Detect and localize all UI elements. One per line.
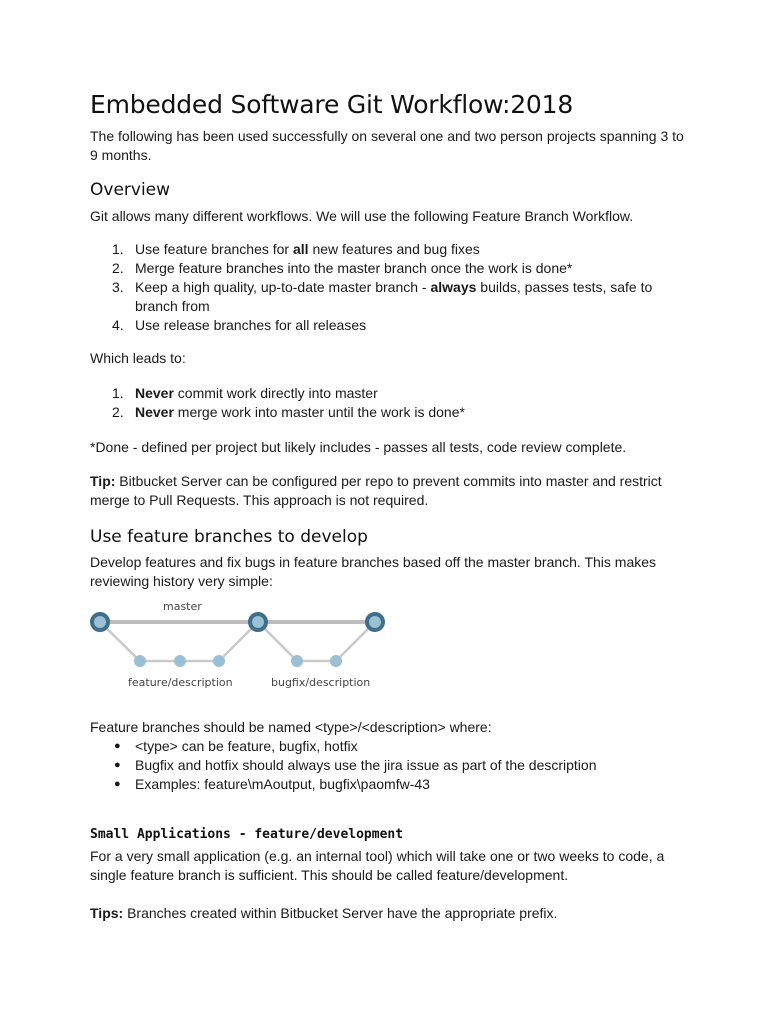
master-commit-node: [250, 614, 266, 630]
master-commit-node: [92, 614, 108, 630]
intro-paragraph: The following has been used successfully on several one and two person projects spanning 3 to 9 months.: [90, 128, 684, 163]
bugfix-commit-node: [330, 655, 342, 667]
list-item: 2. Merge feature branches into the master branch once the work is done*: [112, 260, 573, 276]
page-title: Embedded Software Git Workflow:2018: [90, 90, 574, 119]
bugfix-branch-label: bugfix/description: [271, 676, 371, 689]
leads-to-text: Which leads to:: [90, 350, 186, 366]
branch-diagram: [90, 596, 390, 696]
small-applications-heading: Small Applications - feature/development: [90, 827, 404, 842]
never-list: [90, 384, 690, 422]
done-note: *Done - defined per project but likely includes - passes all tests, code review complete.: [90, 439, 627, 455]
list-item: 1. Use feature branches for all new features and bug fixes: [112, 241, 480, 257]
master-commit-node: [367, 614, 383, 630]
overview-lead: Git allows many different workflows. We will use the following Feature Branch Workflow.: [90, 208, 634, 224]
list-item: 1. Never commit work directly into master: [112, 385, 378, 401]
list-item: 3. Keep a high quality, up-to-date master branch - always builds, passes tests, safe to branch from: [112, 279, 653, 314]
bugfix-commit-node: [291, 655, 303, 667]
naming-bullets: [90, 737, 690, 794]
overview-heading: Overview: [90, 180, 171, 200]
feature-branch-label: feature/description: [128, 676, 233, 689]
feature-commit-node: [174, 655, 186, 667]
master-label: master: [163, 600, 202, 613]
small-applications-text: For a very small application (e.g. an internal tool) which will take one or two weeks to code, a single feature branch is sufficient. This should be called feature/development.: [90, 848, 665, 883]
list-item: 2. Never merge work into master until the work is done*: [112, 404, 465, 420]
tips-paragraph: Tips: Branches created within Bitbucket Server have the appropriate prefix.: [90, 905, 558, 921]
naming-lead: Feature branches should be named <type>/<description> where:: [90, 719, 492, 735]
feature-branches-lead: Develop features and fix bugs in feature branches based off the master branch. This makes reviewing history very simple:: [90, 554, 657, 589]
list-item: ● Examples: feature\mAoutput, bugfix\paomfw-43: [114, 776, 430, 792]
feature-branches-heading: Use feature branches to develop: [90, 527, 368, 547]
list-item: ● <type> can be feature, bugfix, hotfix: [114, 738, 358, 754]
feature-commit-node: [134, 655, 146, 667]
workflow-list: [90, 240, 690, 335]
feature-commit-node: [213, 655, 225, 667]
list-item: 4. Use release branches for all releases: [112, 317, 367, 333]
tip-paragraph: Tip: Bitbucket Server can be configured per repo to prevent commits into master and restrict merge to Pull Requests. This approach is not required.: [90, 473, 662, 508]
list-item: ● Bugfix and hotfix should always use the jira issue as part of the description: [114, 757, 597, 773]
